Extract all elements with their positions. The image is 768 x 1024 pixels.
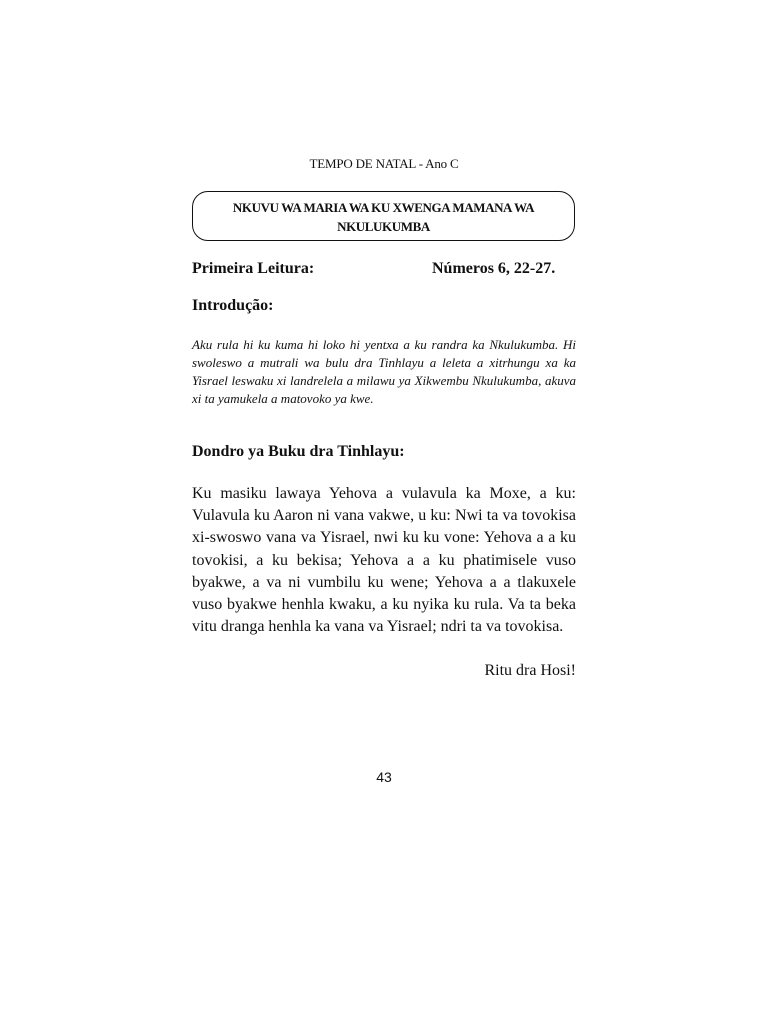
title-text (233, 198, 534, 236)
title-line-1: NKUVU WA MARIA WA KU XWENGA MAMANA WA (232, 200, 535, 215)
running-header: TEMPO DE NATAL - Ano C (309, 156, 459, 171)
reading-label: Primeira Leitura: (192, 260, 315, 277)
page-number: 43 (376, 769, 392, 785)
title-line-2: NKULUKUMBA (337, 219, 430, 234)
reading-reference: Números 6, 22-27. (432, 260, 556, 277)
closing-acclamation: Ritu dra Hosi! (484, 662, 576, 679)
reading-paragraph: Ku masiku lawaya Yehova a vulavula ka Moxe, a ku: Vulavula ku Aaron ni vana vakwe, u ku: Nwi ta va tovokisa xi-swoswo vana va Yisrael, nwi ku ku vone: Yehova a a ku tovokisi, a ku bekisa; Yehova a a ku phatimisele vuso byakwe, a va ni vumbilu ku wene; Yehova a a tlakuxele vuso byakwe henhla kwaku, a ku nyika ku rula. Va ta beka vitu dranga henhla ka vana va Yisrael; ndri ta va tovokisa. (192, 485, 576, 636)
intro-paragraph: Aku rula hi ku kuma hi loko hi yentxa a ku randra ka Nkulukumba. Hi swoleswo a mutrali wa bulu dra Tinhlayu a leleta a xitrhungu xa ka Yisrael leswaku xi landrelela a milawu ya Xikwembu Nkulukumba, akuva xi ta yamukela a matovoko ya kwe. (192, 337, 576, 406)
title-box (192, 191, 575, 241)
book-heading: Dondro ya Buku dra Tinhlayu: (192, 443, 405, 460)
intro-heading: Introdução: (192, 297, 274, 314)
